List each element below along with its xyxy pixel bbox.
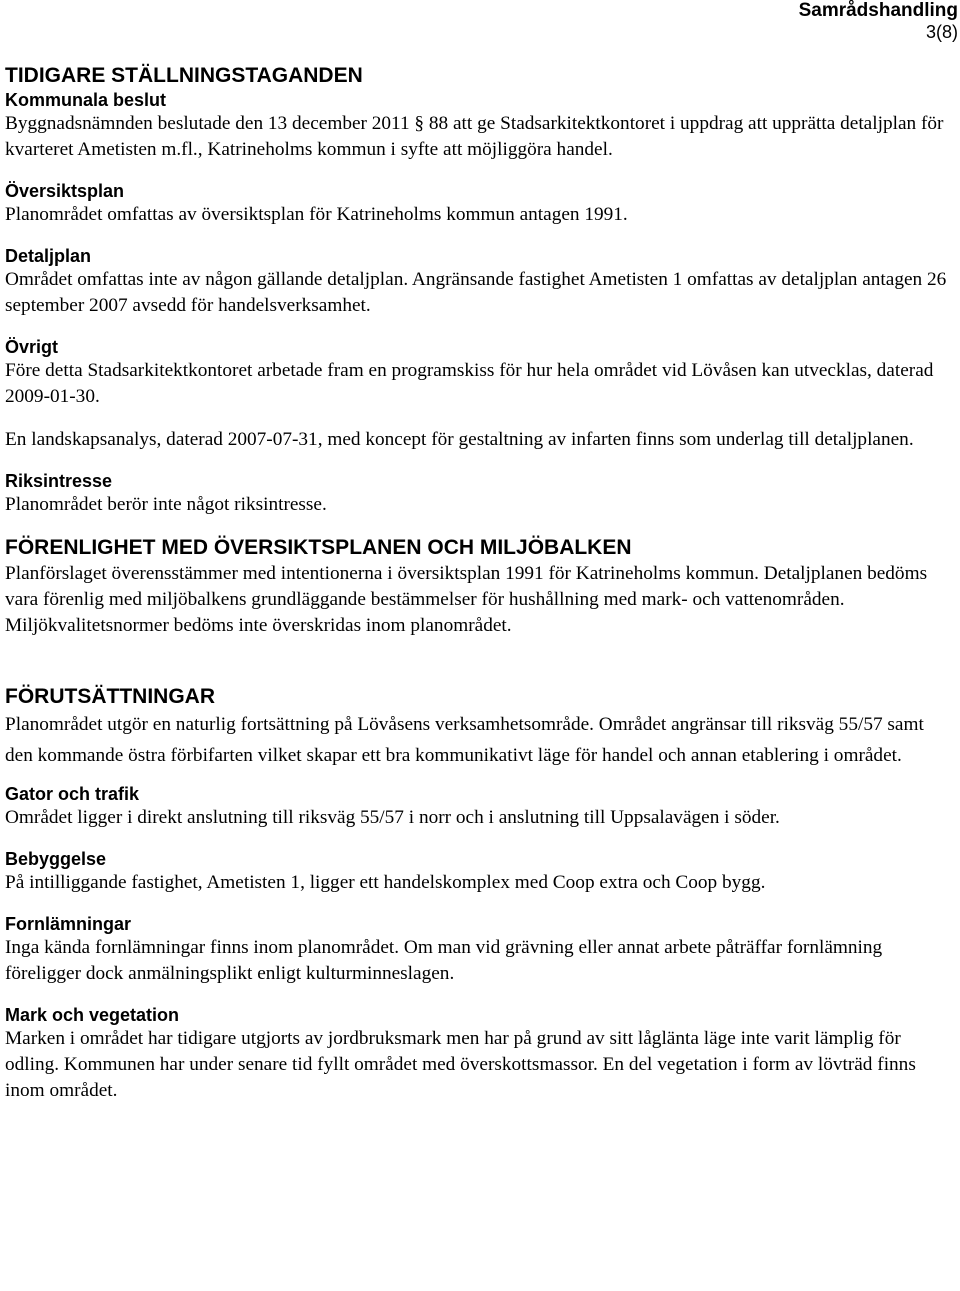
heading-detaljplan: Detaljplan: [5, 246, 92, 266]
heading-oversiktsplan: Översiktsplan: [5, 181, 125, 201]
paragraph-fornlamningar: Inga kända fornlämningar finns inom planområdet. Om man vid grävning eller annat arbete påträffar fornlämning föreligger dock anmälningsplikt enligt kulturminneslagen.: [5, 937, 883, 984]
heading-mark-och-vegetation: Mark och vegetation: [5, 1005, 180, 1025]
paragraph-bebyggelse: På intilliggande fastighet, Ametisten 1, ligger ett handelskomplex med Coop extra och Coop bygg.: [5, 872, 766, 893]
paragraph-mark-och-vegetation: Marken i området har tidigare utgjorts av jordbruksmark men har på grund av sitt låglänta läge inte varit lämplig för odling. Kommunen har under senare tid fyllt området med överskottsmassor. En del vegetation i form av lövträd finns inom området.: [5, 1028, 916, 1101]
paragraph-ovrigt-1: Före detta Stadsarkitektkontoret arbetade fram en programskiss för hur hela området vid Lövåsen kan utvecklas, daterad 2009-01-30.: [5, 360, 934, 407]
heading-fornlamningar: Fornlämningar: [5, 914, 132, 934]
page-number: 3(8): [925, 22, 958, 42]
paragraph-oversiktsplan: Planområdet omfattas av översiktsplan för Katrineholms kommun antagen 1991.: [5, 204, 628, 225]
paragraph-kommunala-beslut: Byggnadsnämnden beslutade den 13 december 2011 § 88 att ge Stadsarkitektkontoret i uppdrag att upprätta detaljplan för kvarteret Ametisten m.fl., Katrineholms kommun i syfte att möjliggöra handel.: [5, 113, 944, 160]
heading-kommunala-beslut: Kommunala beslut: [5, 90, 167, 110]
heading-riksintresse: Riksintresse: [5, 471, 113, 491]
section-title-tidigare: TIDIGARE STÄLLNINGSTAGANDEN: [5, 64, 363, 87]
paragraph-detaljplan: Området omfattas inte av någon gällande detaljplan. Angränsande fastighet Ametisten 1 omfattas av detaljplan antagen 26 september 2007 avsedd för handelsverksamhet.: [5, 269, 947, 316]
paragraph-forenlighet: Planförslaget överensstämmer med intentionerna i översiktsplan 1991 för Katrineholms kommun. Detaljplanen bedöms vara förenlig med miljöbalkens grundläggande bestämmelser för hushållning med mark- och vattenområden. Miljökvalitetsnormer bedöms inte överskridas inom planområdet.: [5, 563, 928, 636]
heading-gator-och-trafik: Gator och trafik: [5, 784, 140, 804]
document-type-label: Samrådshandling: [798, 0, 958, 21]
section-title-forenlighet: FÖRENLIGHET MED ÖVERSIKTSPLANEN OCH MILJÖBALKEN: [5, 536, 632, 559]
document-body: [5, 63, 955, 1104]
paragraph-ovrigt-2: En landskapsanalys, daterad 2007-07-31, med koncept för gestaltning av infarten finns som underlag till detaljplanen.: [5, 429, 914, 450]
paragraph-riksintresse: Planområdet berör inte något riksintresse.: [5, 494, 327, 515]
section-title-forutsattningar: FÖRUTSÄTTNINGAR: [5, 685, 215, 708]
heading-bebyggelse: Bebyggelse: [5, 849, 107, 869]
heading-ovrigt: Övrigt: [5, 337, 59, 357]
paragraph-gator-och-trafik: Området ligger i direkt anslutning till riksväg 55/57 i norr och i anslutning till Uppsalavägen i söder.: [5, 807, 780, 828]
paragraph-forutsattningar: Planområdet utgör en naturlig fortsättning på Lövåsens verksamhetsområde. Området angränsar till riksväg 55/57 samt den kommande östra förbifarten vilket skapar ett bra kommunikativt läge för handel och annan etablering i området.: [5, 714, 924, 766]
page-header: [799, 0, 958, 42]
